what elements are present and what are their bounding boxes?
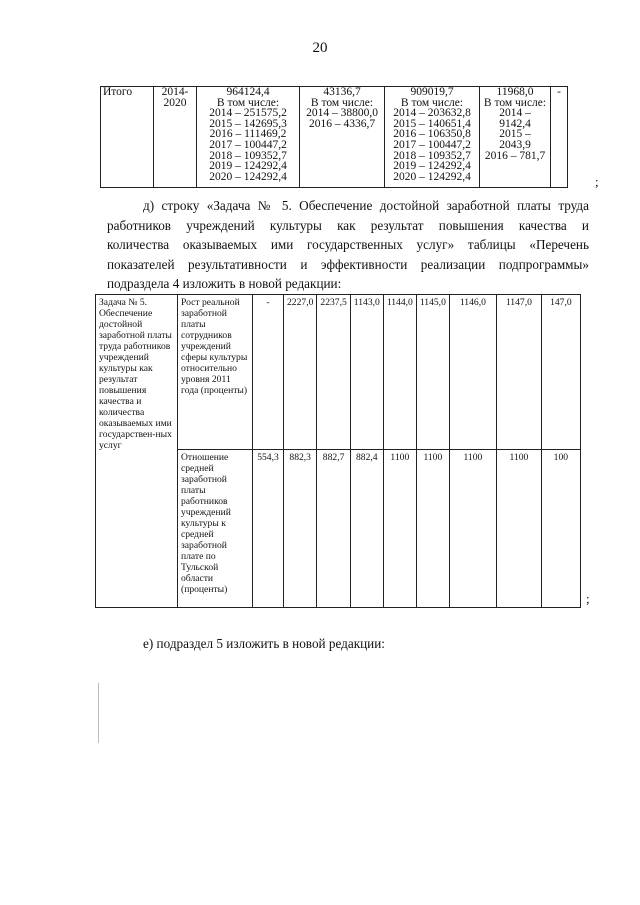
cell-line: 909019,7 — [410, 86, 454, 98]
cell-line: 2014 – 9142,4 — [499, 107, 531, 130]
cell-line: 11968,0 — [496, 86, 534, 98]
value-cell: 1100 — [496, 450, 541, 608]
cell-line: 43136,7 — [323, 86, 361, 98]
cell-line: 2020 – 124292,4 — [393, 170, 471, 183]
value-cell: 1100 — [383, 450, 416, 608]
itogo-col4 — [480, 87, 551, 188]
itogo-table — [100, 86, 568, 188]
paragraph-line-text: д) строку «Задача № 5. Обеспечение достойной заработной платы труда — [143, 198, 589, 213]
itogo-period: 2014-2020 — [161, 86, 189, 109]
paragraph-line — [107, 196, 589, 216]
cell-line: 2016 – 111469,2 — [209, 128, 287, 141]
indicator-text: Отношение средней заработной платы работников учреждений культуры к средней заработной плате по Тульской области (проценты) — [181, 452, 231, 595]
value-cell: 1143,0 — [350, 295, 383, 450]
cell-line: 2018 – 109352,7 — [393, 149, 471, 162]
cell-line: 2016 – 106350,8 — [393, 128, 471, 141]
indicator-cell — [178, 295, 253, 450]
paragraph-d — [107, 196, 589, 294]
cell-line: 2018 – 109352,7 — [209, 149, 287, 162]
cell-line: 2014 – 203632,8 — [393, 107, 471, 120]
itogo-col5 — [551, 87, 568, 188]
cell-line: В том числе: — [216, 96, 280, 109]
indicator-text: Рост реальной заработной платы сотрудников учреждений сферы культуры относительно уровня 2011 года (проценты) — [181, 297, 248, 396]
cell-line: 2014 – 251575,2 — [209, 107, 287, 120]
cell-line: 2015 – 142695,3 — [209, 117, 287, 130]
value-cell: 2227,0 — [284, 295, 317, 450]
itogo-label: Итого — [103, 86, 133, 98]
value-cell: 1100 — [416, 450, 449, 608]
paragraph-line: работников учреждений культуры как результат повышения качества и — [107, 217, 589, 233]
page-number: 20 — [312, 40, 328, 56]
cell-line: В том числе: — [400, 96, 464, 109]
value-cell: 2237,5 — [317, 295, 350, 450]
table-row — [101, 87, 568, 188]
paragraph-line: показателей результативности и эффективности реализации подпрограммы» — [107, 256, 589, 272]
paragraph-line: количества оказываемых ими государственных услуг» таблицы «Перечень — [107, 237, 589, 252]
itogo-col5-value: - — [557, 86, 561, 98]
itogo-col1 — [197, 87, 300, 188]
itogo-label-cell — [101, 87, 154, 188]
value-cell: 554,3 — [253, 450, 284, 608]
cell-line: 2017 – 100447,2 — [393, 138, 471, 151]
cell-line: 2015 – 2043,9 — [499, 128, 531, 151]
value-cell: 1145,0 — [416, 295, 449, 450]
cell-line: В том числе: — [310, 96, 374, 109]
cell-line: 964124,4 — [226, 86, 270, 98]
value-cell: 1100 — [449, 450, 496, 608]
value-cell: 882,7 — [317, 450, 350, 608]
cell-line: 2016 – 4336,7 — [308, 117, 376, 130]
indicator-cell — [178, 450, 253, 608]
cell-line: 2016 – 781,7 — [484, 149, 546, 162]
value-cell: 1147,0 — [496, 295, 541, 450]
itogo-end-mark: ; — [595, 174, 599, 189]
value-cell: 882,3 — [284, 450, 317, 608]
task-table — [95, 294, 581, 608]
task-label: Задача № 5. Обеспечение достойной заработной платы труда работников учреждений культуры как результат повышения качества и количества оказываемых ими государствен-ных услуг — [99, 297, 172, 451]
task-label-cell — [96, 295, 178, 608]
task-table-end-mark: ; — [586, 591, 590, 606]
value-cell: 100 — [541, 450, 580, 608]
cell-line: 2019 – 124292,4 — [209, 160, 287, 173]
cell-line: 2015 – 140651,4 — [393, 117, 471, 130]
cell-line: 2017 – 100447,2 — [209, 138, 287, 151]
cell-line: В том числе: — [483, 96, 547, 109]
paragraph-line: подраздела 4 изложить в новой редакции: — [107, 276, 342, 291]
itogo-col3 — [385, 87, 480, 188]
table-row — [96, 295, 581, 450]
itogo-period-cell — [154, 87, 197, 188]
cell-line: 2020 – 124292,4 — [209, 170, 287, 183]
itogo-col2 — [300, 87, 385, 188]
value-cell: 882,4 — [350, 450, 383, 608]
value-cell: 1144,0 — [383, 295, 416, 450]
paragraph-e: е) подраздел 5 изложить в новой редакции: — [143, 636, 385, 651]
value-cell: 147,0 — [541, 295, 580, 450]
value-cell: - — [253, 295, 284, 450]
margin-line — [98, 683, 99, 743]
cell-line: 2014 – 38800,0 — [306, 107, 378, 120]
value-cell: 1146,0 — [449, 295, 496, 450]
cell-line: 2019 – 124292,4 — [393, 160, 471, 173]
